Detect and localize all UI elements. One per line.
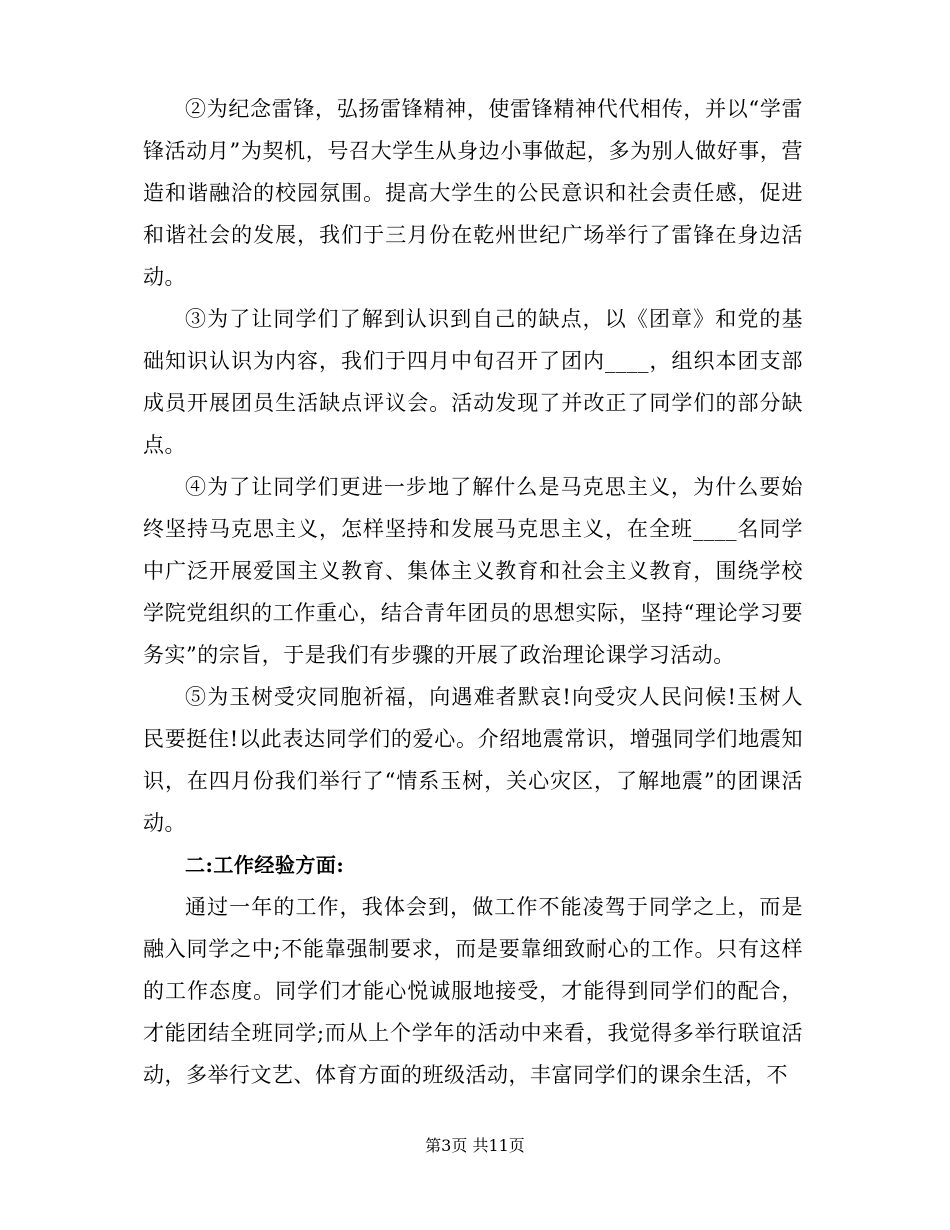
paragraph-experience: 通过一年的工作，我体会到，做工作不能凌驾于同学之上，而是融入同学之中;不能靠强制要求，而是要靠细致耐心的工作。只有这样的工作态度。同学们才能心悦诚服地接受，才能得到同学们的配合，才能团结全班同学;而从上个学年的活动中来看，我觉得多举行联谊活动，多举行文艺、体育方面的班级活动，丰富同学们的课余生活，不 bbox=[143, 895, 803, 1087]
page-number: 第3页 共11页 bbox=[425, 1136, 525, 1155]
paragraph-lei-feng: ②为纪念雷锋，弘扬雷锋精神，使雷锋精神代代相传，并以“学雷锋活动月”为契机，号召大学生从身边小事做起，多为别人做好事，营造和谐融洽的校园氛围。提高大学生的公民意识和社会责任感，促进和谐社会的发展，我们于三月份在乾州世纪广场举行了雷锋在身边活动。 bbox=[143, 97, 803, 289]
document-body bbox=[143, 88, 803, 1096]
section-heading: 二:工作经验方面: bbox=[185, 853, 345, 877]
paragraph-marxism: ④为了让同学们更进一步地了解什么是马克思主义，为什么要始终坚持马克思主义，怎样坚持和发展马克思主义，在全班____名同学中广泛开展爱国主义教育、集体主义教育和社会主义教育，围绕学校学院党组织的工作重心，结合青年团员的思想实际，坚持“理论学习要务实”的宗旨，于是我们有步骤的开展了政治理论课学习活动。 bbox=[143, 475, 803, 667]
paragraph-self-criticism: ③为了让同学们了解到认识到自己的缺点，以《团章》和党的基础知识认识为内容，我们于四月中旬召开了团内____，组织本团支部成员开展团员生活缺点评议会。活动发现了并改正了同学们的部分缺点。 bbox=[143, 307, 803, 457]
paragraph-yushu: ⑤为玉树受灾同胞祈福，向遇难者默哀!向受灾人民问候!玉树人民要挺住!以此表达同学们的爱心。介绍地震常识，增强同学们地震知识，在四月份我们举行了“情系玉树，关心灾区，了解地震”的团课活动。 bbox=[143, 685, 803, 835]
